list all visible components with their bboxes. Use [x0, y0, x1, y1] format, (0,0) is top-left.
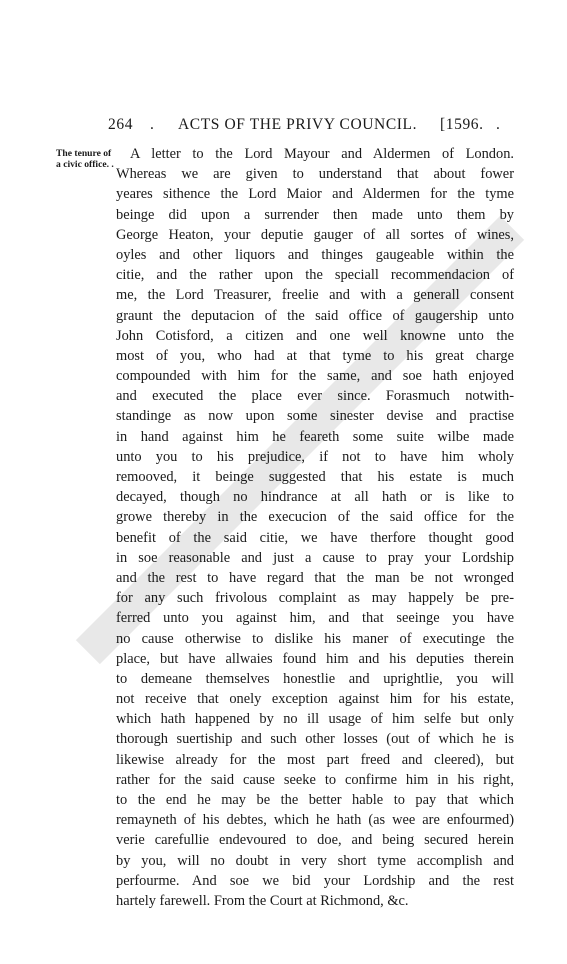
- text-line: growe thereby in the execucion of the said office for the: [116, 509, 514, 526]
- text-line: yeares sithence the Lord Maior and Aldermen for the tyme: [116, 186, 514, 203]
- text-line: citie, and the rather upon the speciall recommendacion of: [116, 267, 514, 284]
- text-line: likewise already for the most part freed and cleered), but: [116, 751, 514, 768]
- text-line: no cause otherwise to dislike his maner of executinge the: [116, 630, 514, 647]
- text-line: in soe reasonable and just a cause to pray your Lordship: [116, 549, 514, 566]
- text-line: for any such frivolous complaint as may happely be pre-: [116, 590, 514, 607]
- text-line: rather for the said cause seeke to confirme him in his right,: [116, 771, 514, 788]
- text-line: and executed the place ever since. Forasmuch notwith-: [116, 388, 514, 405]
- text-line: graunt the deputacion of the said office of gaugership unto: [116, 307, 514, 324]
- text-line: standinge as now upon some sinester devise and practise: [116, 408, 514, 425]
- header-year: [1596.: [440, 116, 484, 133]
- text-line: not receive that onely exception against him for his estate,: [116, 691, 514, 708]
- text-line: oyles and other liquors and thinges gaugeable within the: [116, 246, 514, 263]
- running-head: [90, 116, 520, 136]
- text-line: place, but have allwaies found him and his deputies therein: [116, 650, 514, 667]
- margin-note: [56, 148, 118, 170]
- text-line: perfourme. And soe we bid your Lordship and the rest: [116, 872, 514, 889]
- text-line: and the rest to have regard that the man be not wronged: [116, 569, 514, 586]
- text-line: thorough suertiship and such other losses (out of which he is: [116, 731, 514, 748]
- margin-note-line: The tenure of: [56, 148, 112, 159]
- text-line: A letter to the Lord Mayour and Aldermen of London.: [130, 146, 514, 162]
- text-line: to the end he may be the better hable to pay that which: [116, 792, 514, 808]
- running-title: ACTS OF THE PRIVY COUNCIL.: [178, 116, 418, 133]
- letter-body: [116, 144, 514, 911]
- text-line: in hand against him he feareth some suite wilbe made: [116, 428, 514, 445]
- page-number: 264: [108, 116, 134, 133]
- text-line: hartely farewell. From the Court at Richmond, &c.: [116, 892, 409, 909]
- text-line: unto you to his prejudice, if not to have him wholy: [116, 448, 514, 465]
- header-dot-right: .: [496, 116, 501, 133]
- text-line: decayed, though no hindrance at all hath or is like to: [116, 489, 514, 506]
- header-dot-left: .: [150, 116, 155, 133]
- text-line: compounded with him for the same, and soe hath enjoyed: [116, 368, 514, 385]
- text-line: verie carefullie endevoured to doe, and being secured herein: [116, 832, 514, 849]
- text-line: beinge did upon a surrender then made unto them by: [116, 206, 514, 223]
- text-line: Whereas we are given to understand that about fower: [116, 166, 514, 183]
- text-line: ferred unto you against him, and that seeinge you have: [116, 610, 514, 627]
- text-line: John Cotisford, a citizen and one well knowne unto the: [116, 327, 514, 344]
- text-line: remayneth of his debtes, which he hath (as wee are enfourmed): [116, 812, 514, 829]
- text-line: most of you, who had at that tyme to his great charge: [116, 347, 514, 364]
- text-line: to demeane themselves honestlie and uprightlie, you will: [116, 670, 514, 687]
- text-line: which hath happened by no ill usage of him selfe but only: [116, 711, 514, 728]
- margin-note-line: a civic office. .: [56, 159, 114, 170]
- text-line: by you, will no doubt in very short tyme accomplish and: [116, 852, 514, 869]
- text-line: me, the Lord Treasurer, freelie and with a generall consent: [116, 287, 514, 304]
- text-line: remooved, it beinge suggested that his estate is much: [116, 469, 514, 485]
- text-line: George Heaton, your deputie gauger of all sortes of wines,: [116, 226, 514, 243]
- text-line: benefit of the said citie, we have therfore thought good: [116, 529, 514, 546]
